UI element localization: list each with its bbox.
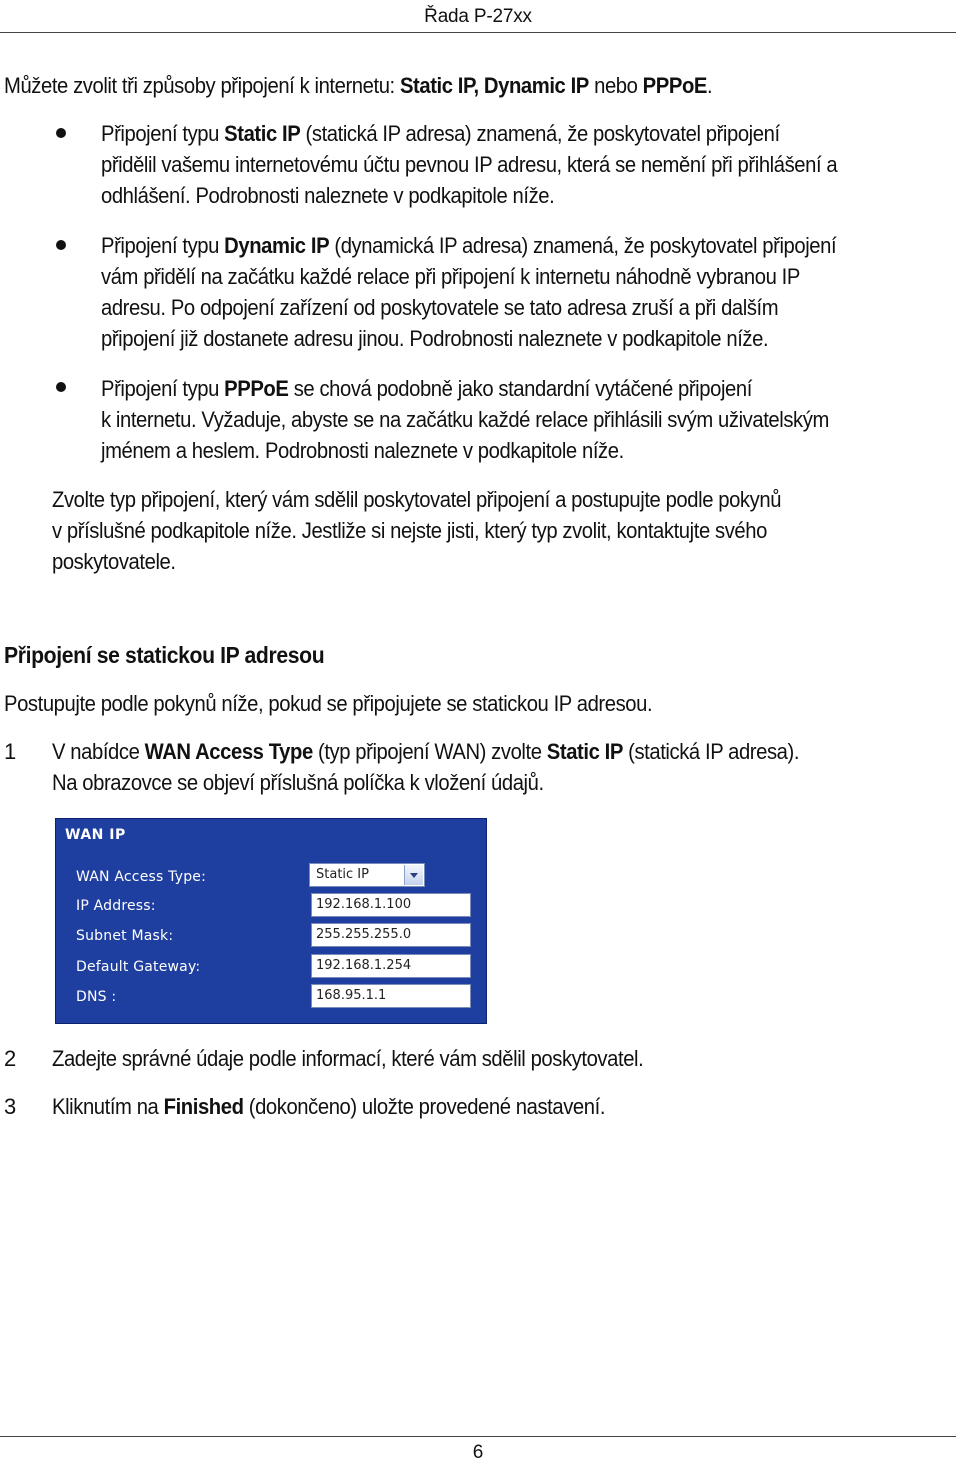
step-number: 2 bbox=[4, 1046, 17, 1071]
section-heading: Připojení se statickou IP adresou bbox=[4, 642, 325, 668]
step-3-text: Kliknutím na Finished (dokončeno) uložte provedené nastavení. bbox=[52, 1094, 606, 1119]
wan-access-type-value: Static IP bbox=[316, 867, 369, 882]
subnet-mask-field[interactable]: 255.255.255.0 bbox=[311, 923, 471, 947]
running-header-title: Řada P-27xx bbox=[424, 6, 532, 27]
bullet-dynamic-ip: Připojení typu Dynamic IP (dynamická IP adresa) znamená, že poskytovatel připojení vám přidělí na začátku každé relace při připojení k internetu náhodně vybranou IP adresu. Po odpojení zařízení od poskytovatele se tato adresa zruší a při dalším připojení již dostanete adresu jinou. Podrobnosti naleznete v podkapitole níže. bbox=[101, 233, 837, 351]
wan-access-type-select[interactable] bbox=[309, 863, 425, 887]
wan-access-type-label: WAN Access Type: bbox=[76, 869, 207, 885]
chevron-down-icon[interactable] bbox=[404, 865, 423, 885]
section-intro: Postupujte podle pokynů níže, pokud se připojujete se statickou IP adresou. bbox=[4, 691, 653, 716]
ip-address-field[interactable]: 192.168.1.100 bbox=[311, 893, 471, 917]
wan-ip-title: WAN IP bbox=[65, 827, 126, 843]
bullet-pppoe: Připojení typu PPPoE se chová podobně jako standardní vytáčené připojení k internetu. Vyžaduje, abyste se na začátku každé relace přihlásili svým uživatelským jménem a heslem. Podrobnosti naleznete v podkapitole níže. bbox=[101, 376, 829, 463]
default-gateway-field[interactable]: 192.168.1.254 bbox=[311, 954, 471, 978]
bullet-dot bbox=[56, 382, 66, 392]
header-rule bbox=[0, 32, 956, 33]
dns-label: DNS : bbox=[76, 989, 117, 1005]
dns-field[interactable]: 168.95.1.1 bbox=[311, 984, 471, 1008]
ip-address-label: IP Address: bbox=[76, 898, 156, 914]
default-gateway-label: Default Gateway: bbox=[76, 959, 201, 975]
step-2-text: Zadejte správné údaje podle informací, které vám sdělil poskytovatel. bbox=[52, 1046, 644, 1071]
subnet-mask-label: Subnet Mask: bbox=[76, 928, 174, 944]
intro-paragraph: Můžete zvolit tři způsoby připojení k internetu: Static IP, Dynamic IP nebo PPPoE. bbox=[4, 73, 713, 98]
bullet-dot bbox=[56, 128, 66, 138]
bullet-dot bbox=[56, 240, 66, 250]
choose-type-paragraph: Zvolte typ připojení, který vám sdělil poskytovatel připojení a postupujte podle pokynů v příslušné podkapitole níže. Jestliže si nejste jisti, který typ zvolit, kontaktujte svého poskytovatele. bbox=[52, 487, 782, 574]
step-number: 1 bbox=[4, 739, 17, 764]
page-number: 6 bbox=[472, 1442, 484, 1463]
bullet-static-ip: Připojení typu Static IP (statická IP adresa) znamená, že poskytovatel připojení přidělil vašemu internetovému účtu pevnou IP adresu, která se nemění při přihlášení a odhlášení. Podrobnosti naleznete v podkapitole níže. bbox=[101, 121, 838, 208]
wan-ip-panel bbox=[55, 818, 487, 1024]
step-number: 3 bbox=[4, 1094, 17, 1119]
step-1-text: V nabídce WAN Access Type (typ připojení WAN) zvolte Static IP (statická IP adresa). Na obrazovce se objeví příslušná políčka k vložení údajů. bbox=[52, 739, 800, 795]
footer-rule bbox=[0, 1436, 956, 1437]
